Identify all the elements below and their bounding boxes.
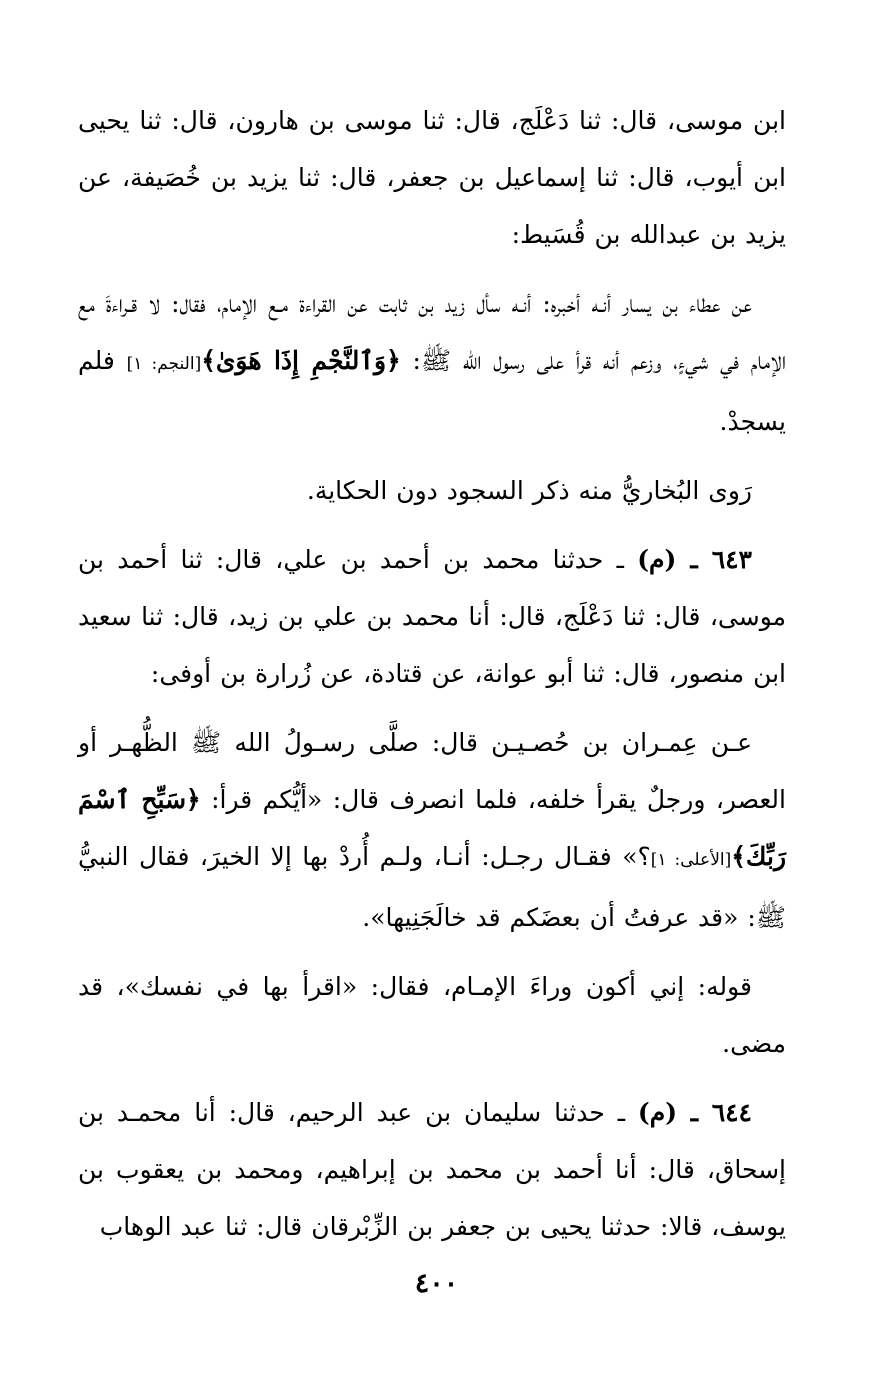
paragraph-commentary	[78, 958, 786, 1072]
paragraph-text: ؟» فقـال رجـل: أنـا، ولـم أُردْ بها إلا الخيرَ، فقال النبيُّ ﷺ: «قد عرفتُ أن بعضَكم قد خالَجَنِيها».	[78, 842, 786, 932]
paragraph-text: فلم يسجدْ.	[78, 346, 786, 436]
page-number: ٤٠٠	[414, 1268, 459, 1299]
paragraph-text: عن عطاء بن يسار أنـه أخبره: أنـه سأل زيد بن ثابت عن القراءة مـع الإمام، فقال: لا قـراءةَ مع الإمام في شيءٍ، وزعم أنه قرأ على رسول الله ﷺ:	[78, 289, 787, 375]
hadith-number: ٦٤٣ ـ (م)	[637, 545, 752, 574]
quran-verse: ﴿سَبِّحِ ٱسْمَ رَبِّكَ﴾	[78, 785, 787, 871]
paragraph-text: عـن عِمـران بن حُصـيـن قال: صلَّى رسـولُ الله ﷺ الظُّهـر أو العصر، ورجلٌ يقرأ خلفه، فلما انصرف قال: «أيُّكم قرأ:	[78, 728, 786, 814]
page-body	[78, 92, 786, 1267]
hadith-number: ٦٤٤ ـ (م)	[637, 1098, 752, 1127]
paragraph-hadith-644	[78, 1084, 786, 1255]
paragraph-hadith-ata	[78, 275, 786, 450]
paragraph-bukhari-note	[78, 462, 786, 519]
paragraph-hadith-imran	[78, 714, 786, 946]
paragraph-text: ـ حدثنا محمد بن أحمد بن علي، قال: ثنا أحمد بن موسى، قال: ثنا دَعْلَج، قال: أنا محمد بن علي بن زيد، قال: ثنا سعيد ابن منصور، قال: ثنا أبو عوانة، عن قتادة، عن زُرارة بن أوفى:	[78, 545, 786, 688]
paragraph-text: رَوى البُخاريُّ منه ذكر السجود دون الحكاية.	[306, 476, 752, 505]
paragraph-isnad-1	[78, 92, 786, 263]
verse-reference: [النجم: ١]	[126, 354, 202, 374]
paragraph-text: ابن موسى، قال: ثنا دَعْلَج، قال: ثنا موسى بن هارون، قال: ثنا يحيى ابن أيوب، قال: ثنا إسماعيل بن جعفر، قال: ثنا يزيد بن خُصَيفة، عن يزيد بن عبدالله بن قُسَيط:	[78, 106, 786, 249]
paragraph-hadith-643	[78, 531, 786, 702]
verse-reference: [الأعلى: ١]	[650, 850, 732, 870]
paragraph-text: ـ حدثنا سليمان بن عبد الرحيم، قال: أنا محمـد بن إسحاق، قال: أنا أحمد بن محمد بن إبراهيم، ومحمد بن يعقوب بن يوسف، قالا: حدثنا يحيى بن جعفر بن الزِّبْرقان قال: ثنا عبد الوهاب	[78, 1098, 786, 1241]
quran-verse: ﴿وَٱلنَّجْمِ إِذَا هَوَىٰ﴾	[201, 346, 401, 375]
paragraph-text: قوله: إني أكون وراءَ الإمـام، فقال: «اقرأ بها في نفسك»، قد مضى.	[78, 972, 786, 1058]
